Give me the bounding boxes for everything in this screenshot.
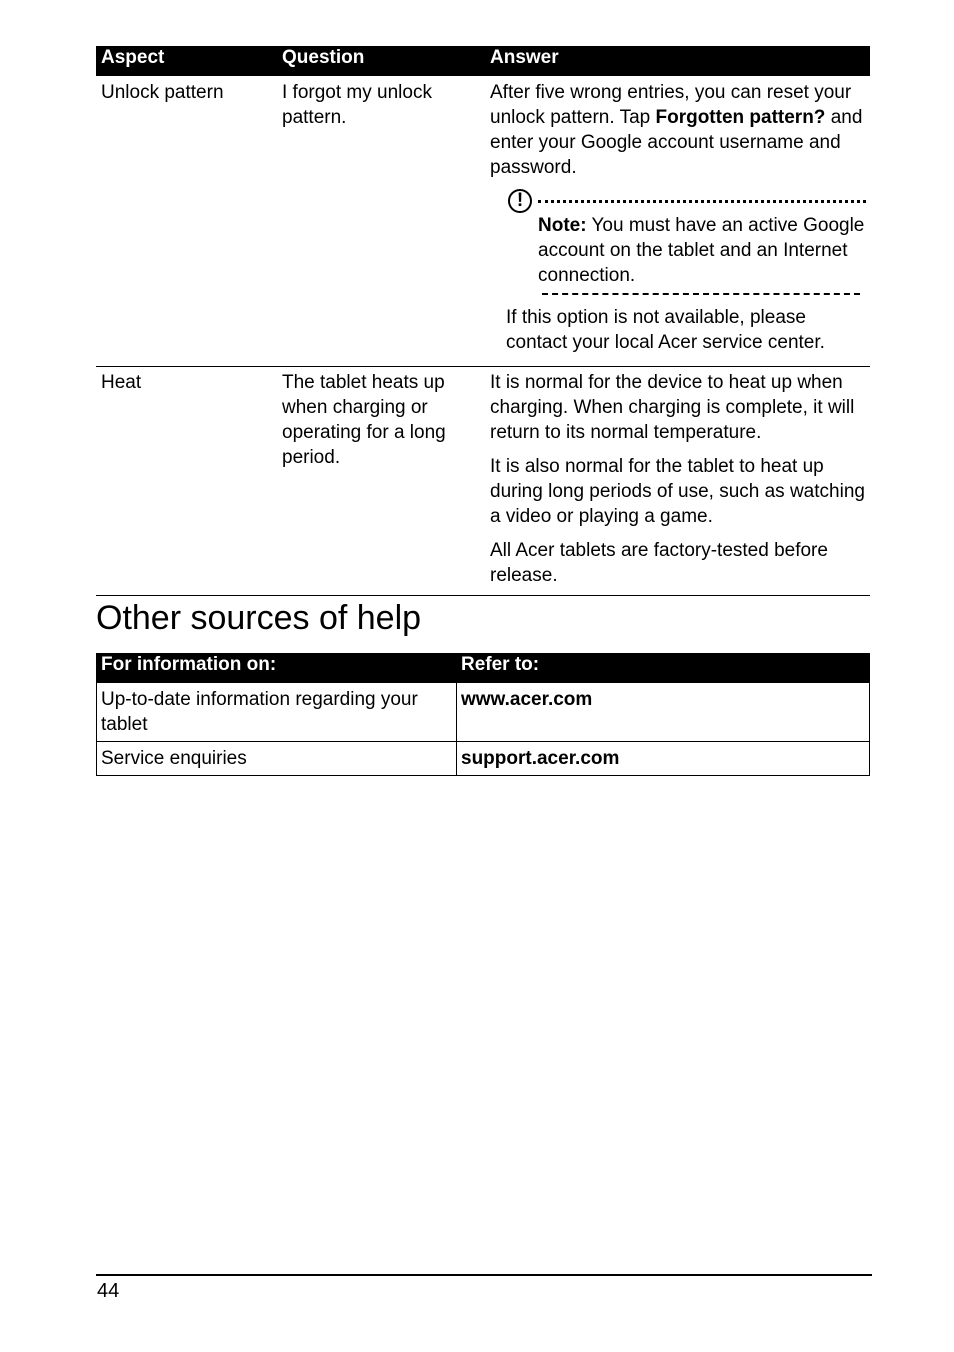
answer-paragraph: It is also normal for the tablet to heat up during long periods of use, such as watching a video or playing a game. (490, 456, 865, 527)
header-question: Question (282, 47, 365, 68)
support-website-link[interactable]: support.acer.com (461, 748, 620, 769)
question-cell: I forgot my unlock pattern. (282, 82, 432, 128)
info-cell: Service enquiries (101, 748, 247, 769)
answer-paragraph: All Acer tablets are factory-tested before release. (490, 540, 828, 586)
note-label: Note: (538, 215, 587, 236)
note-top-divider (538, 200, 866, 203)
table-row (96, 742, 870, 776)
answer-intro: After five wrong entries, you can reset your unlock pattern. Tap (490, 82, 852, 128)
forgotten-pattern-label: Forgotten pattern? (655, 107, 826, 128)
table-header (96, 46, 870, 76)
note-body: You must have an active Google account on the tablet and an Internet connection. (538, 215, 865, 286)
note-text (538, 213, 868, 288)
table-header (96, 653, 870, 683)
header-refer: Refer to: (461, 654, 540, 675)
page-number: 44 (97, 1280, 120, 1302)
acer-website-link[interactable]: www.acer.com (461, 689, 593, 710)
note-box (506, 189, 864, 305)
answer-text (490, 80, 868, 180)
table-row-unlock (96, 76, 870, 367)
header-info: For information on: (101, 654, 277, 675)
exclamation-icon: ! (508, 189, 532, 213)
table-row-heat (96, 367, 870, 596)
info-cell: Up-to-date information regarding your tablet (101, 689, 418, 735)
answer-paragraph: It is normal for the device to heat up when charging. When charging is complete, it will return to its normal temperature. (490, 372, 855, 443)
answer-cell (490, 370, 868, 597)
answer-rest: and enter your Google account username and password. (490, 107, 863, 178)
header-aspect: Aspect (101, 47, 165, 68)
after-note-text: If this option is not available, please contact your local Acer service center. (506, 307, 825, 353)
column-divider (456, 742, 457, 775)
table-row (96, 683, 870, 742)
question-cell: The tablet heats up when charging or operating for a long period. (282, 372, 446, 468)
troubleshooting-table (96, 46, 870, 596)
help-sources-table (96, 653, 870, 776)
answer-cell (490, 80, 868, 355)
aspect-cell: Heat (101, 372, 142, 393)
section-title: Other sources of help (96, 599, 422, 637)
column-divider (456, 683, 457, 741)
footer-rule (96, 1274, 872, 1276)
aspect-cell: Unlock pattern (101, 82, 224, 103)
note-bottom-divider (542, 293, 860, 295)
header-answer: Answer (490, 47, 559, 68)
